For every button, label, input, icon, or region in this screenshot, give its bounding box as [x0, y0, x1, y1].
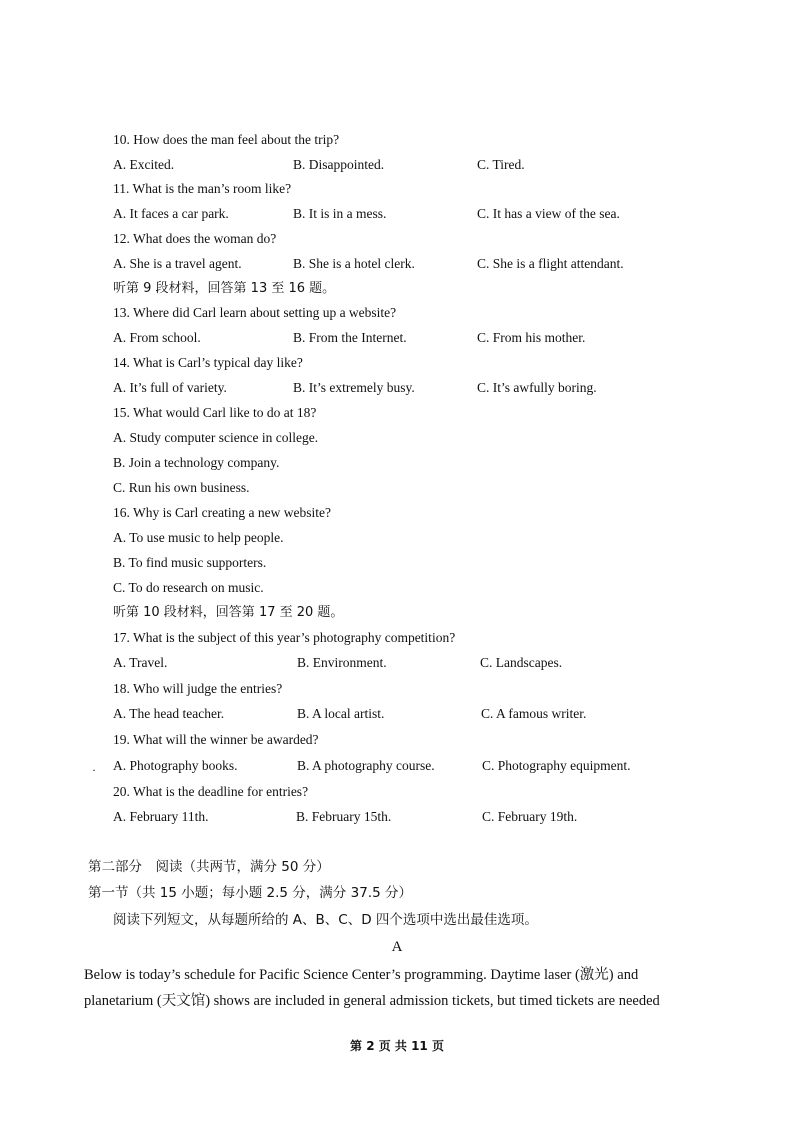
question-12: 12. What does the woman do? — [113, 231, 277, 246]
question-17: 17. What is the subject of this year’s photography competition? — [113, 630, 456, 645]
passage-letter: A — [391, 939, 403, 955]
option-a: A. She is a travel agent. — [113, 256, 242, 271]
question-18: 18. Who will judge the entries? — [113, 681, 283, 696]
option-c: C. Landscapes. — [480, 655, 563, 670]
options-13 — [113, 329, 733, 347]
option-b: B. It’s extremely busy. — [293, 380, 415, 395]
option-b: B. February 15th. — [296, 809, 392, 824]
option-b: B. Disappointed. — [293, 157, 385, 172]
question-11: 11. What is the man’s room like? — [113, 181, 292, 196]
options-19 — [113, 757, 733, 775]
option-c: C. It has a view of the sea. — [477, 206, 620, 221]
option-a: A. It faces a car park. — [113, 206, 229, 221]
option-c: C. Tired. — [477, 157, 525, 172]
option-a: A. The head teacher. — [113, 706, 225, 721]
part-2-heading: 第二部分 阅读（共两节，满分 50 分） — [88, 859, 330, 875]
reading-instruction: 阅读下列短文，从每题所给的 A、B、C、D 四个选项中选出最佳选项。 — [113, 912, 538, 928]
options-10 — [113, 156, 733, 174]
option-b: B. It is in a mess. — [293, 206, 387, 221]
option-c: C. A famous writer. — [481, 706, 587, 721]
question-13: 13. Where did Carl learn about setting up a website? — [113, 305, 397, 320]
option-b: B. A photography course. — [297, 758, 435, 773]
options-14 — [113, 379, 733, 397]
option-c: C. She is a flight attendant. — [477, 256, 624, 271]
options-11 — [113, 205, 733, 223]
passage-line-2: planetarium (天文馆) shows are included in general admission tickets, but timed tickets are needed — [84, 993, 660, 1009]
option-b: B. From the Internet. — [293, 330, 407, 345]
part-2-section-1-heading: 第一节（共 15 小题；每小题 2.5 分，满分 37.5 分） — [88, 885, 412, 901]
question-15: 15. What would Carl like to do at 18? — [113, 405, 317, 420]
option-a: A. Photography books. — [113, 758, 238, 773]
option-a: A. Travel. — [113, 655, 168, 670]
option-b: B. Join a technology company. — [113, 455, 280, 470]
option-a: A. Study computer science in college. — [113, 430, 319, 445]
options-17 — [113, 654, 733, 672]
question-16: 16. Why is Carl creating a new website? — [113, 505, 331, 520]
section-9-instruction: 听第 9 段材料，回答第 13 至 16 题。 — [113, 281, 336, 296]
options-18 — [113, 705, 733, 723]
option-b: B. Environment. — [297, 655, 387, 670]
stray-mark: · — [92, 763, 96, 777]
option-c: C. From his mother. — [477, 330, 586, 345]
option-b: B. To find music supporters. — [113, 555, 267, 570]
page-number-footer: 第 2 页 共 11 页 — [350, 1039, 444, 1053]
passage-line-1: Below is today’s schedule for Pacific Science Center’s programming. Daytime laser (激光) and — [84, 967, 639, 983]
options-20 — [113, 808, 733, 826]
option-c: C. Photography equipment. — [482, 758, 631, 773]
question-10: 10. How does the man feel about the trip? — [113, 132, 340, 147]
option-c: C. To do research on music. — [113, 580, 264, 595]
option-a: A. From school. — [113, 330, 201, 345]
option-a: A. It’s full of variety. — [113, 380, 227, 395]
option-a: A. Excited. — [113, 157, 175, 172]
options-12 — [113, 255, 733, 273]
option-c: C. February 19th. — [482, 809, 578, 824]
option-a: A. To use music to help people. — [113, 530, 284, 545]
question-20: 20. What is the deadline for entries? — [113, 784, 309, 799]
question-14: 14. What is Carl’s typical day like? — [113, 355, 303, 370]
section-10-instruction: 听第 10 段材料，回答第 17 至 20 题。 — [113, 605, 344, 620]
option-a: A. February 11th. — [113, 809, 209, 824]
option-c: C. It’s awfully boring. — [477, 380, 597, 395]
option-b: B. A local artist. — [297, 706, 385, 721]
option-b: B. She is a hotel clerk. — [293, 256, 415, 271]
question-19: 19. What will the winner be awarded? — [113, 732, 319, 747]
option-c: C. Run his own business. — [113, 480, 250, 495]
